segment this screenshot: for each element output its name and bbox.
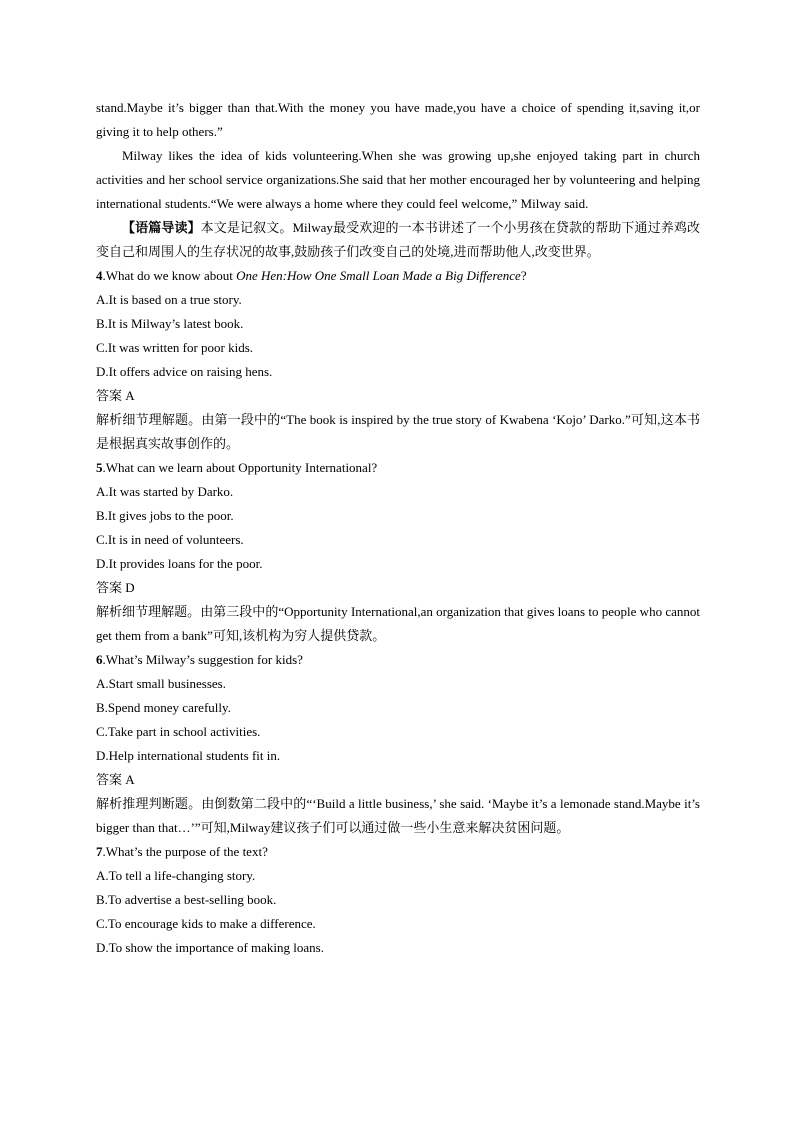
question-text: What’s the purpose of the text? — [105, 844, 268, 859]
option-b: B.To advertise a best-selling book. — [96, 892, 277, 907]
option-b: B.It is Milway’s latest book. — [96, 316, 244, 331]
question-number: 5 — [96, 460, 103, 475]
option-a: A.To tell a life-changing story. — [96, 868, 256, 883]
option-b: B.Spend money carefully. — [96, 700, 231, 715]
question-stem: 5.What can we learn about Opportunity International? — [96, 460, 378, 475]
question-7 — [96, 840, 700, 960]
option-d: D.It offers advice on raising hens. — [96, 364, 273, 379]
question-stem: 6.What’s Milway’s suggestion for kids? — [96, 652, 303, 667]
reading-guide-text: 本文是记叙文。Milway最受欢迎的一本书讲述了一个小男孩在贷款的帮助下通过养鸡改变自己和周围人的生存状况的故事,鼓励孩子们改变自己的处境,进而帮助他人,改变世界。 — [96, 220, 700, 259]
option-c: C.Take part in school activities. — [96, 724, 261, 739]
question-text-end: ? — [520, 268, 527, 283]
analysis: 解析细节理解题。由第三段中的“Opportunity International,an organization that gives loans to people who cannot get them from a bank”可知,该机构为穷人提供贷款。 — [96, 604, 700, 643]
passage-paragraph-milway: Milway likes the idea of kids volunteering.When she was growing up,she enjoyed taking part in church activities and her school service organizations.She said that her mother encouraged her by volunteering and helping international students.“We were always a home where they could feel welcome,” Milway said. — [96, 148, 700, 211]
option-c: C.It is in need of volunteers. — [96, 532, 244, 547]
option-d: D.Help international students fit in. — [96, 748, 281, 763]
option-d: D.To show the importance of making loans. — [96, 940, 324, 955]
option-d: D.It provides loans for the poor. — [96, 556, 263, 571]
answer: 答案 A — [96, 388, 135, 403]
question-number: 4 — [96, 268, 103, 283]
question-number: 7 — [96, 844, 103, 859]
question-number: 6 — [96, 652, 103, 667]
option-c: C.To encourage kids to make a difference. — [96, 916, 316, 931]
option-c: C.It was written for poor kids. — [96, 340, 254, 355]
option-a: A.It is based on a true story. — [96, 292, 242, 307]
question-text: What do we know about — [105, 268, 237, 283]
question-stem: 7.What’s the purpose of the text? — [96, 844, 268, 859]
reading-guide — [96, 216, 700, 264]
answer: 答案 A — [96, 772, 135, 787]
option-b: B.It gives jobs to the poor. — [96, 508, 234, 523]
option-a: A.It was started by Darko. — [96, 484, 234, 499]
book-title: One Hen:How One Small Loan Made a Big Difference — [236, 268, 521, 283]
question-text: What’s Milway’s suggestion for kids? — [105, 652, 303, 667]
analysis: 解析推理判断题。由倒数第二段中的“‘Build a little business,’ she said. ‘Maybe it’s a lemonade stand.Maybe it’s bigger than that…’”可知,Milway建议孩子们可以通过做一些小生意来解决贫困问题。 — [96, 796, 700, 835]
document-content — [96, 96, 700, 960]
reading-guide-label: 【语篇导读】 — [122, 220, 201, 235]
passage-paragraph-end: stand.Maybe it’s bigger than that.With the money you have made,you have a choice of spending it,saving it,or giving it to help others.” — [96, 100, 700, 139]
question-4 — [96, 264, 700, 456]
question-text: What can we learn about Opportunity International? — [105, 460, 378, 475]
question-stem: 4.What do we know about One Hen:How One Small Loan Made a Big Difference? — [96, 268, 527, 283]
question-5 — [96, 456, 700, 648]
question-6 — [96, 648, 700, 840]
option-a: A.Start small businesses. — [96, 676, 226, 691]
answer: 答案 D — [96, 580, 135, 595]
analysis: 解析细节理解题。由第一段中的“The book is inspired by the true story of Kwabena ‘Kojo’ Darko.”可知,这本书是根据真实故事创作的。 — [96, 412, 700, 451]
